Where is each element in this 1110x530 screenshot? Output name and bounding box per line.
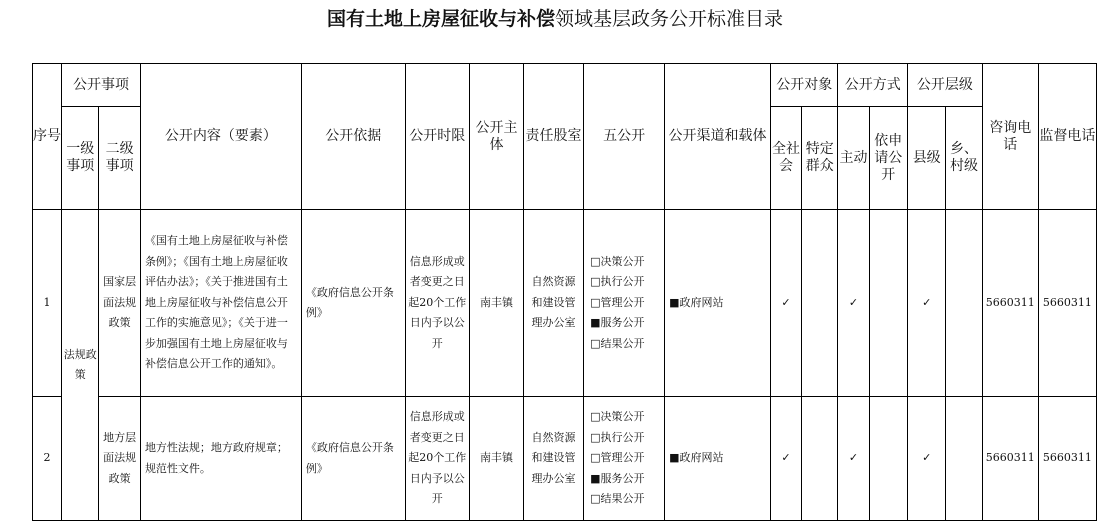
five-item: ■服务公开	[590, 471, 645, 485]
table-row	[33, 397, 1097, 521]
row-dept: 自然资源和建设管理办公室	[523, 397, 583, 521]
row-apply	[869, 397, 907, 521]
header-county: 县级	[907, 107, 945, 210]
row-level2: 国家层面法规政策	[99, 210, 141, 397]
row-supervise: 5660311	[1038, 397, 1096, 521]
row-five	[584, 210, 665, 397]
header-dept: 责任股室	[523, 64, 583, 210]
row-consult: 5660311	[982, 210, 1038, 397]
row-five	[584, 397, 665, 521]
header-consult: 咨询电话	[982, 64, 1038, 210]
row-supervise: 5660311	[1038, 210, 1096, 397]
row-channel: ■政府网站	[665, 210, 771, 397]
row-specific	[802, 210, 838, 397]
title-rest: 领域基层政务公开标准目录	[555, 8, 784, 30]
row-dept: 自然资源和建设管理办公室	[523, 210, 583, 397]
header-all-society: 全社会	[770, 107, 801, 210]
five-item: □结果公开	[590, 492, 645, 506]
header-village: 乡、村级	[946, 107, 982, 210]
row-active: ✓	[838, 210, 869, 397]
five-item: □决策公开	[590, 410, 645, 424]
five-item: □管理公开	[590, 295, 645, 309]
five-item: □结果公开	[590, 336, 645, 350]
row-subject: 南丰镇	[469, 397, 523, 521]
row-time: 信息形成或者变更之日起20个工作日内予以公开	[405, 210, 469, 397]
row-all-society: ✓	[770, 397, 801, 521]
five-item: ■服务公开	[590, 316, 645, 330]
row-specific	[802, 397, 838, 521]
row-all-society: ✓	[770, 210, 801, 397]
row-village	[946, 397, 982, 521]
header-time: 公开时限	[405, 64, 469, 210]
row-level2: 地方层面法规政策	[99, 397, 141, 521]
row-subject: 南丰镇	[469, 210, 523, 397]
header-target: 公开对象	[770, 64, 837, 107]
row-basis: 《政府信息公开条例》	[301, 210, 405, 397]
header-content: 公开内容（要素）	[140, 64, 301, 210]
header-level: 公开层级	[907, 64, 982, 107]
five-item: □执行公开	[590, 430, 645, 444]
header-channel: 公开渠道和载体	[665, 64, 771, 210]
level1-cell: 法规政策	[62, 210, 99, 521]
header-seq: 序号	[33, 64, 62, 210]
header-basis: 公开依据	[301, 64, 405, 210]
row-county: ✓	[907, 397, 945, 521]
row-basis: 《政府信息公开条例》	[301, 397, 405, 521]
row-content: 《国有土地上房屋征收与补偿条例》；《国有土地上房屋征收评估办法》；《关于推进国有土地上房屋征收与补偿信息公开工作的实施意见》；《关于进一步加强国有土地上房屋征收与补偿信息公开工作的通知》。	[140, 210, 301, 397]
header-subject: 公开主体	[469, 64, 523, 210]
row-channel: ■政府网站	[665, 397, 771, 521]
header-supervise: 监督电话	[1038, 64, 1096, 210]
five-item: □管理公开	[590, 451, 645, 465]
header-five: 五公开	[584, 64, 665, 210]
header-apply: 依申请公开	[869, 107, 907, 210]
header-level1: 一级事项	[62, 107, 99, 210]
row-county: ✓	[907, 210, 945, 397]
title-bold: 国有土地上房屋征收与补偿	[326, 8, 555, 30]
row-seq: 1	[33, 210, 62, 397]
row-village	[946, 210, 982, 397]
page-title	[0, 6, 1110, 32]
header-matters: 公开事项	[62, 64, 141, 107]
header-method: 公开方式	[838, 64, 908, 107]
row-content: 地方性法规；地方政府规章；规范性文件。	[140, 397, 301, 521]
row-apply	[869, 210, 907, 397]
table-row	[33, 210, 1097, 397]
row-seq: 2	[33, 397, 62, 521]
header-active: 主动	[838, 107, 869, 210]
row-consult: 5660311	[982, 397, 1038, 521]
header-level2: 二级事项	[99, 107, 141, 210]
five-item: □执行公开	[590, 275, 645, 289]
five-item: □决策公开	[590, 254, 645, 268]
row-time: 信息形成或者变更之日起20个工作日内予以公开	[405, 397, 469, 521]
catalog-table	[32, 63, 1097, 521]
header-specific: 特定群众	[802, 107, 838, 210]
row-active: ✓	[838, 397, 869, 521]
